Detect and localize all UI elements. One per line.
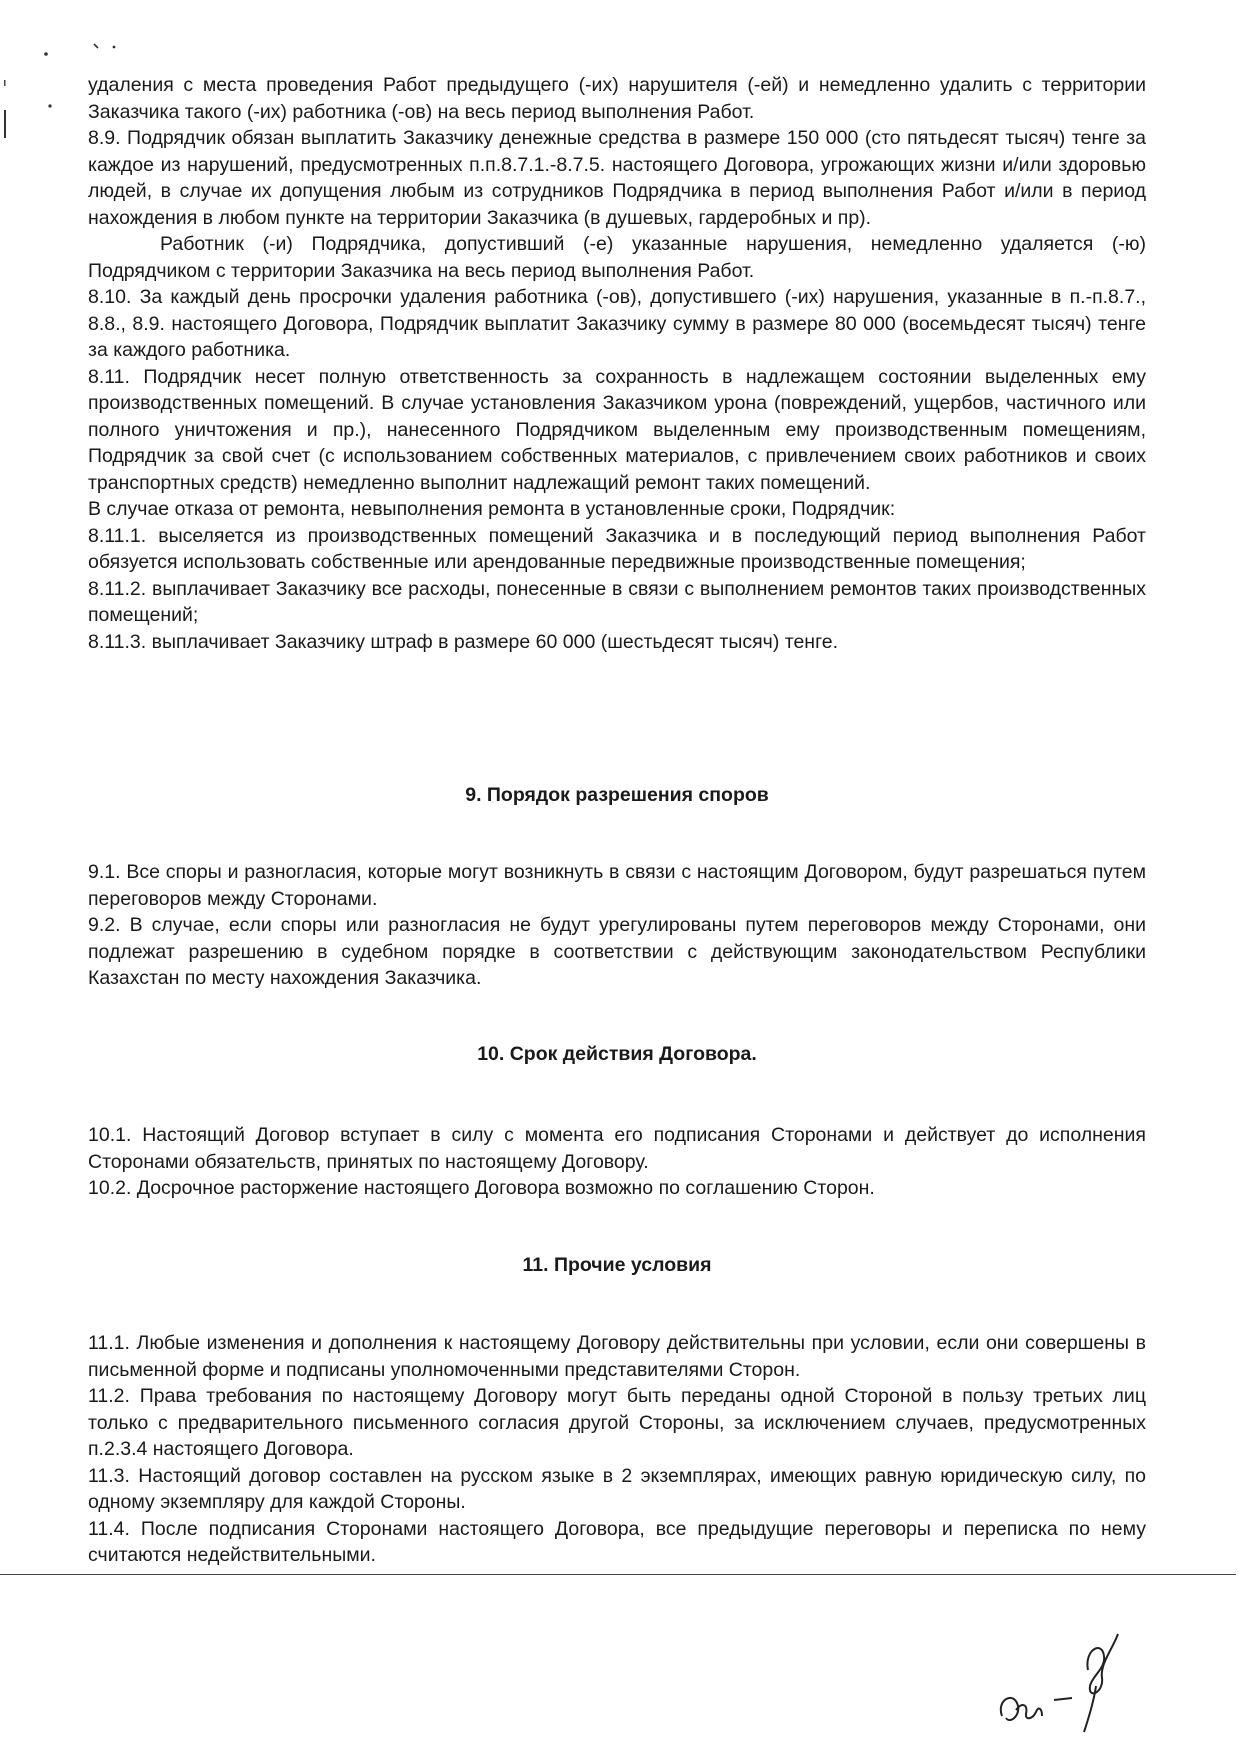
section-10-body (88, 1122, 1146, 1202)
paragraph-10-1: 10.1. Настоящий Договор вступает в силу с момента его подписания Сторонами и действует до исполнения Сторонами обязательств, принятых по настоящему Договору. (88, 1124, 1146, 1173)
paragraph-removal-continuation: удаления с места проведения Работ предыдущего (-их) нарушителя (-ей) и немедленно удалить с территории Заказчика такого (-их) работника (-ов) на весь период выполнения Работ. (88, 74, 1146, 123)
liability-clauses-block (88, 72, 1146, 655)
page-bottom-rule (0, 1574, 1236, 1575)
paragraph-8-11-1: 8.11.1. выселяется из производственных помещений Заказчика и в последующий период выполнения Работ обязуется использовать собственные или арендованные передвижные производственные помещения; (88, 524, 1146, 573)
paragraph-8-9: 8.9. Подрядчик обязан выплатить Заказчику денежные средства в размере 150 000 (сто пятьдесят тысяч) тенге за каждое из нарушений, предусмотренных п.п.8.7.1.-8.7.5. настоящего Договора, угрожающих жизни и/или здоровью людей, в случае их допущения любым из сотрудников Подрядчика в период выполнения Работ и/или в период нахождения в любом пункте на территории Заказчика (в душевых, гардеробных и пр). (88, 127, 1146, 229)
section-10-heading: 10. Срок действия Договора. (477, 1043, 757, 1065)
section-9-heading: 9. Порядок разрешения споров (465, 784, 769, 806)
paragraph-8-11-3: 8.11.3. выплачивает Заказчику штраф в размере 60 000 (шестьдесят тысяч) тенге. (88, 630, 839, 653)
section-9-body (88, 859, 1146, 992)
paragraph-11-4: 11.4. После подписания Сторонами настоящего Договора, все предыдущие переговоры и переписка по нему считаются недействительными. (88, 1517, 1146, 1566)
paragraph-9-2: 9.2. В случае, если споры или разногласия не будут урегулированы путем переговоров между Сторонами, они подлежат разрешению в судебном порядке в соответствии с действующим законодательством Республики Казахстан по месту нахождения Заказчика. (88, 914, 1146, 989)
handwritten-signature (992, 1620, 1142, 1740)
paragraph-8-10: 8.10. За каждый день просрочки удаления работника (-ов), допустившего (-их) нарушения, указанные в п.-п.8.7., 8.8., 8.9. настоящего Договора, Подрядчик выплатит Заказчику сумму в размере 80 000 (восемьдесят тысяч) тенге за каждого работника. (88, 286, 1146, 361)
section-11-heading: 11. Прочие условия (522, 1254, 712, 1276)
paragraph-8-11: 8.11. Подрядчик несет полную ответственность за сохранность в надлежащем состоянии выделенных ему производственных помещений. В случае установления Заказчиком урона (повреждений, ущербов, частичного или полного уничтожения и пр.), нанесенного Подрядчиком выделенным ему производственным помещениям, Подрядчик за свой счет (с использованием собственных материалов, с привлечением своих работников и своих транспортных средств) немедленно выполнит надлежащий ремонт таких помещений. (88, 365, 1146, 494)
paragraph-11-1: 11.1. Любые изменения и дополнения к настоящему Договору действительны при условии, если они совершены в письменной форме и подписаны уполномоченными представителями Сторон. (88, 1332, 1146, 1381)
section-11-body (88, 1330, 1146, 1569)
paragraph-11-2: 11.2. Права требования по настоящему Договору могут быть переданы одной Стороной в пользу третьих лиц только с предварительного письменного согласия другой Стороны, за исключением случаев, предусмотренных п.2.3.4 настоящего Договора. (88, 1385, 1146, 1460)
paragraph-9-1: 9.1. Все споры и разногласия, которые могут возникнуть в связи с настоящим Договором, будут разрешаться путем переговоров между Сторонами. (88, 861, 1146, 910)
paragraph-8-9-worker-removal: Работник (-и) Подрядчика, допустивший (-е) указанные нарушения, немедленно удаляется (-ю) Подрядчиком с территории Заказчика на весь период выполнения Работ. (88, 233, 1146, 282)
paragraph-11-3: 11.3. Настоящий договор составлен на русском языке в 2 экземплярах, имеющих равную юридическую силу, по одному экземпляру для каждой Стороны. (88, 1464, 1146, 1513)
paragraph-8-11-2: 8.11.2. выплачивает Заказчику все расходы, понесенные в связи с выполнением ремонтов таких производственных помещений; (88, 577, 1146, 626)
paragraph-repair-refusal: В случае отказа от ремонта, невыполнения ремонта в установленные сроки, Подрядчик: (88, 498, 896, 520)
paragraph-10-2: 10.2. Досрочное расторжение настоящего Договора возможно по соглашению Сторон. (88, 1177, 875, 1199)
